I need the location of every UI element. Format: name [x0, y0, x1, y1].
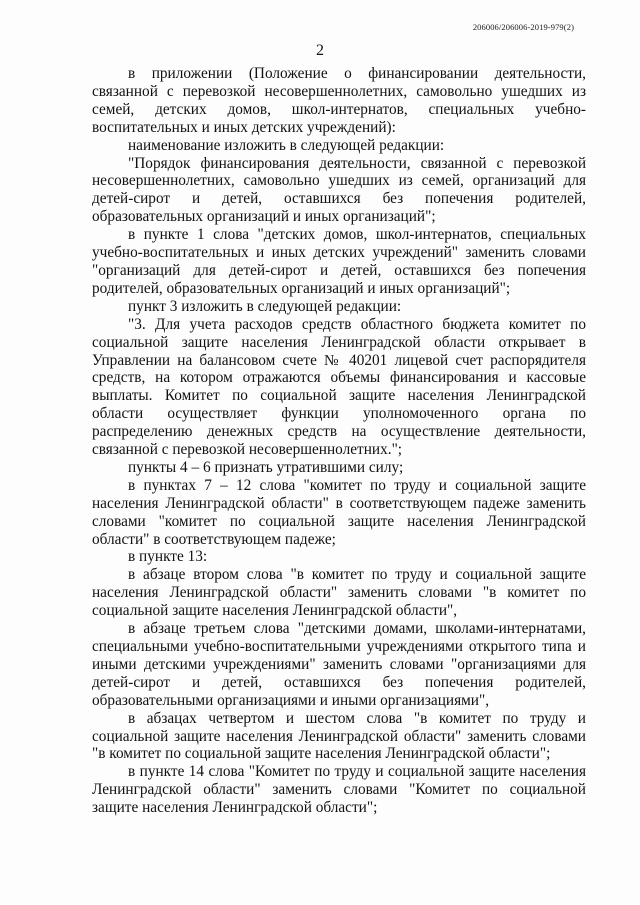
paragraph-point-13: в пункте 13: — [128, 548, 208, 566]
paragraph-new-title: "Порядок финансирования деятельности, связанной с перевозкой несовершеннолетних, самовольно ушедших из семей, организаций для детей-сирот и детей, оставшихся без попечения родителей, образовательных организаций и иных организаций"; — [92, 154, 586, 226]
paragraph-title-change: наименование изложить в следующей редакции: — [128, 136, 445, 154]
paragraph-point-3-text: "3. Для учета расходов средств областного бюджета комитет по социальной защите населения Ленинградской области открывает в Управлении на балансовом счете № 40201 лицевой счет распорядителя средств, на котором отражаются объемы финансирования и кассовые выплаты. Комитет по социальной защите населения Ленинградской области осуществляет функции уполномоченного органа по распределению денежных средств на осуществление деятельности, связанной с перевозкой несовершеннолетних."; — [92, 315, 586, 459]
paragraph-point-13-abz-3: в абзаце третьем слова "детскими домами, школами-интернатами, специальными учебно-воспитательными учреждениями открытого типа и иными детскими учреждениями" заменить словами "организациями для детей-сирот и детей, оставшихся без попечения родителей, образовательными организациями и иными организациями", — [92, 620, 586, 709]
paragraph-points-4-6: пункты 4 – 6 признать утратившими силу; — [128, 458, 404, 476]
paragraph-point-3-intro: пункт 3 изложить в следующей редакции: — [128, 297, 402, 315]
document-code: 206006/206006-2019-979(2) — [472, 22, 574, 32]
paragraph-point-13-abz-4-6: в абзацах четвертом и шестом слова "в комитет по труду и социальной защите населения Ленинградской области" заменить словами "в комитет по социальной защите населения Ленинградской области"; — [92, 709, 586, 763]
paragraph-points-7-12: в пунктах 7 – 12 слова "комитет по труду и социальной защите населения Ленинградской области" в соответствующем падеже заменить словами "комитет по социальной защите населения Ленинградской области" в соответствующем падеже; — [92, 476, 586, 548]
paragraph-point-1: в пункте 1 слова "детских домов, школ-интернатов, специальных учебно-воспитательных и иных детских учреждений" заменить словами "организаций для детей-сирот и детей, оставшихся без попечения родителей, образовательных организаций и иных организаций"; — [92, 226, 586, 297]
document-body — [92, 65, 586, 817]
paragraph-point-13-abz-2: в абзаце втором слова "в комитет по труду и социальной защите населения Ленинградской области" заменить словами "в комитет по социальной защите населения Ленинградской области", — [92, 566, 586, 620]
paragraph-point-14: в пункте 14 слова "Комитет по труду и социальной защите населения Ленинградской области" заменить словами "Комитет по социальной защите населения Ленинградской области"; — [92, 763, 586, 817]
paragraph-appendix: в приложении (Положение о финансировании деятельности, связанной с перевозкой несовершеннолетних, самовольно ушедших из семей, детских домов, школ-интернатов, специальных учебно-воспитательных и иных детских учреждений): — [92, 65, 586, 136]
page-number: 2 — [316, 42, 324, 59]
